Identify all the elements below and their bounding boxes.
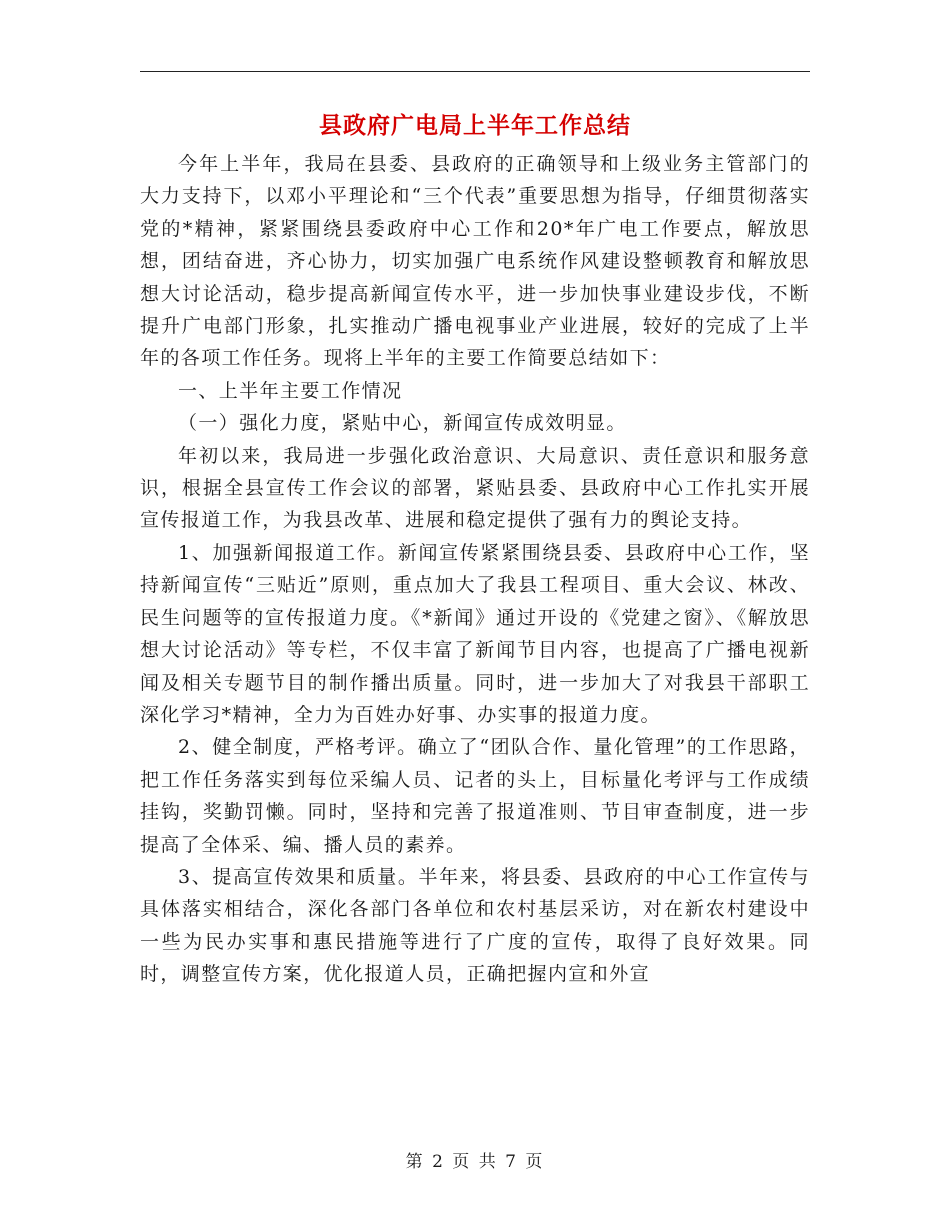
section-heading: 一、上半年主要工作情况 [178, 379, 403, 402]
header-rule [140, 71, 810, 72]
document-title: 县政府广电局上半年工作总结 [319, 112, 631, 139]
paragraph-intro: 今年上半年，我局在县委、县政府的正确领导和上级业务主管部门的大力支持下，以邓小平理论和“三个代表”重要思想为指导，仔细贯彻落实党的*精神，紧紧围绕县委政府中心工作和20*年广电工作要点，解放思想，团结奋进，齐心协力，切实加强广电系统作风建设整顿教育和解放思想大讨论活动，稳步提高新闻宣传水平，进一步加快事业建设步伐，不断提升广电部门形象，扎实推动广播电视事业产业进展，较好的完成了上半年的各项工作任务。现将上半年的主要工作简要总结如下： [140, 153, 810, 370]
paragraph-overview: 年初以来，我局进一步强化政治意识、大局意识、责任意识和服务意识，根据全县宣传工作会议的部署，紧贴县委、县政府中心工作扎实开展宣传报道工作，为我县改革、进展和稳定提供了强有力的舆论支持。 [140, 444, 810, 532]
paragraph-item-2: 2、健全制度，严格考评。确立了“团队合作、量化管理”的工作思路，把工作任务落实到每位采编人员、记者的头上，目标量化考评与工作成绩挂钩，奖勤罚懒。同时，坚持和完善了报道准则、节目审查制度，进一步提高了全体采、编、播人员的素养。 [140, 736, 810, 856]
document-body [140, 148, 810, 991]
paragraph-item-1: 1、加强新闻报道工作。新闻宣传紧紧围绕县委、县政府中心工作，坚持新闻宣传“三贴近”原则，重点加大了我县工程项目、重大会议、林改、民生问题等的宣传报道力度。《*新闻》通过开设的《党建之窗》、《解放思想大讨论活动》等专栏，不仅丰富了新闻节目内容，也提高了广播电视新闻及相关专题节目的制作播出质量。同时，进一步加大了对我县干部职工深化学习*精神，全力为百姓办好事、办实事的报道力度。 [140, 541, 810, 726]
page-number: 第 2 页 共 7 页 [405, 1152, 545, 1172]
paragraph-item-3: 3、提高宣传效果和质量。半年来，将县委、县政府的中心工作宣传与具体落实相结合，深化各部门各单位和农村基层采访，对在新农村建设中一些为民办实事和惠民措施等进行了广度的宣传，取得了良好效果。同时，调整宣传方案，优化报道人员，正确把握内宣和外宣 [140, 865, 810, 986]
subsection-heading: （一）强化力度，紧贴中心，新闻宣传成效明显。 [178, 412, 627, 435]
